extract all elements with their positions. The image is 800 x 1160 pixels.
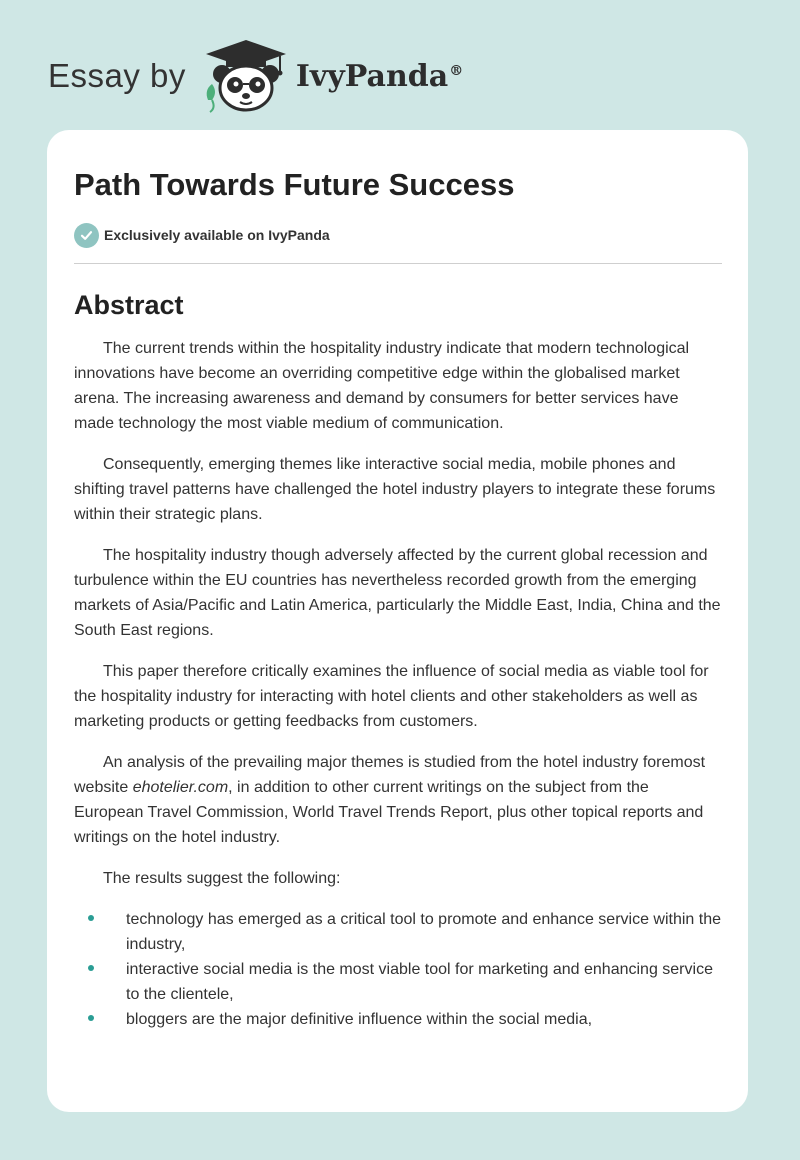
bullet-icon bbox=[88, 915, 94, 921]
results-intro: The results suggest the following: bbox=[103, 870, 341, 887]
paragraph: The current trends within the hospitality industry indicate that modern technological innovations have become an overriding competitive edge within the globalised market arena. The increasing awareness and demand by consumers for better services have made technology the most viable medium of communication. bbox=[74, 340, 690, 432]
paragraph: This paper therefore critically examines the influence of social media as viable tool for the hospitality industry for interacting with hotel clients and other stakeholders as well as marketing products or getting feedbacks from customers. bbox=[74, 663, 709, 730]
divider bbox=[74, 263, 722, 264]
exclusive-badge bbox=[74, 222, 722, 248]
results-list bbox=[74, 907, 722, 1032]
page-title: Path Towards Future Success bbox=[74, 167, 515, 202]
list-item: technology has emerged as a critical tool to promote and enhance service within the industry, bbox=[74, 907, 722, 957]
exclusive-label: Exclusively available on IvyPanda bbox=[104, 227, 330, 243]
paragraph-text: , in addition to other current writings on the subject from the European Travel Commission, World Travel Trends Report, plus other topical reports and writings on the hotel industry. bbox=[74, 779, 704, 846]
site-header bbox=[48, 36, 463, 116]
bullet-icon bbox=[88, 1015, 94, 1021]
essay-by-label: Essay by bbox=[48, 57, 186, 94]
bullet-icon bbox=[88, 965, 94, 971]
panda-logo-icon[interactable] bbox=[200, 38, 292, 114]
paragraph-text: An analysis of the prevailing major themes is studied from the hotel industry foremost website bbox=[74, 754, 706, 796]
paragraph: The hospitality industry though adversely affected by the current global recession and turbulence within the EU countries has nevertheless recorded growth from the emerging markets of Asia/Pacific and Latin America, particularly the Middle East, India, China and the South East regions. bbox=[74, 547, 721, 639]
website-reference: ehotelier.com bbox=[132, 779, 229, 796]
essay-card bbox=[47, 130, 748, 1112]
list-item: bloggers are the major definitive influence within the social media, bbox=[74, 1007, 722, 1032]
brand-name[interactable]: IvyPanda® bbox=[295, 58, 464, 94]
paragraph bbox=[74, 750, 722, 850]
abstract-heading: Abstract bbox=[74, 290, 184, 320]
abstract-body bbox=[74, 336, 722, 1032]
paragraph: Consequently, emerging themes like interactive social media, mobile phones and shifting travel patterns have challenged the hotel industry players to integrate these forums within their strategic plans. bbox=[74, 456, 716, 523]
registered-mark: ® bbox=[449, 62, 464, 79]
list-item: interactive social media is the most viable tool for marketing and enhancing service to the clientele, bbox=[74, 957, 722, 1007]
check-icon bbox=[74, 223, 99, 248]
